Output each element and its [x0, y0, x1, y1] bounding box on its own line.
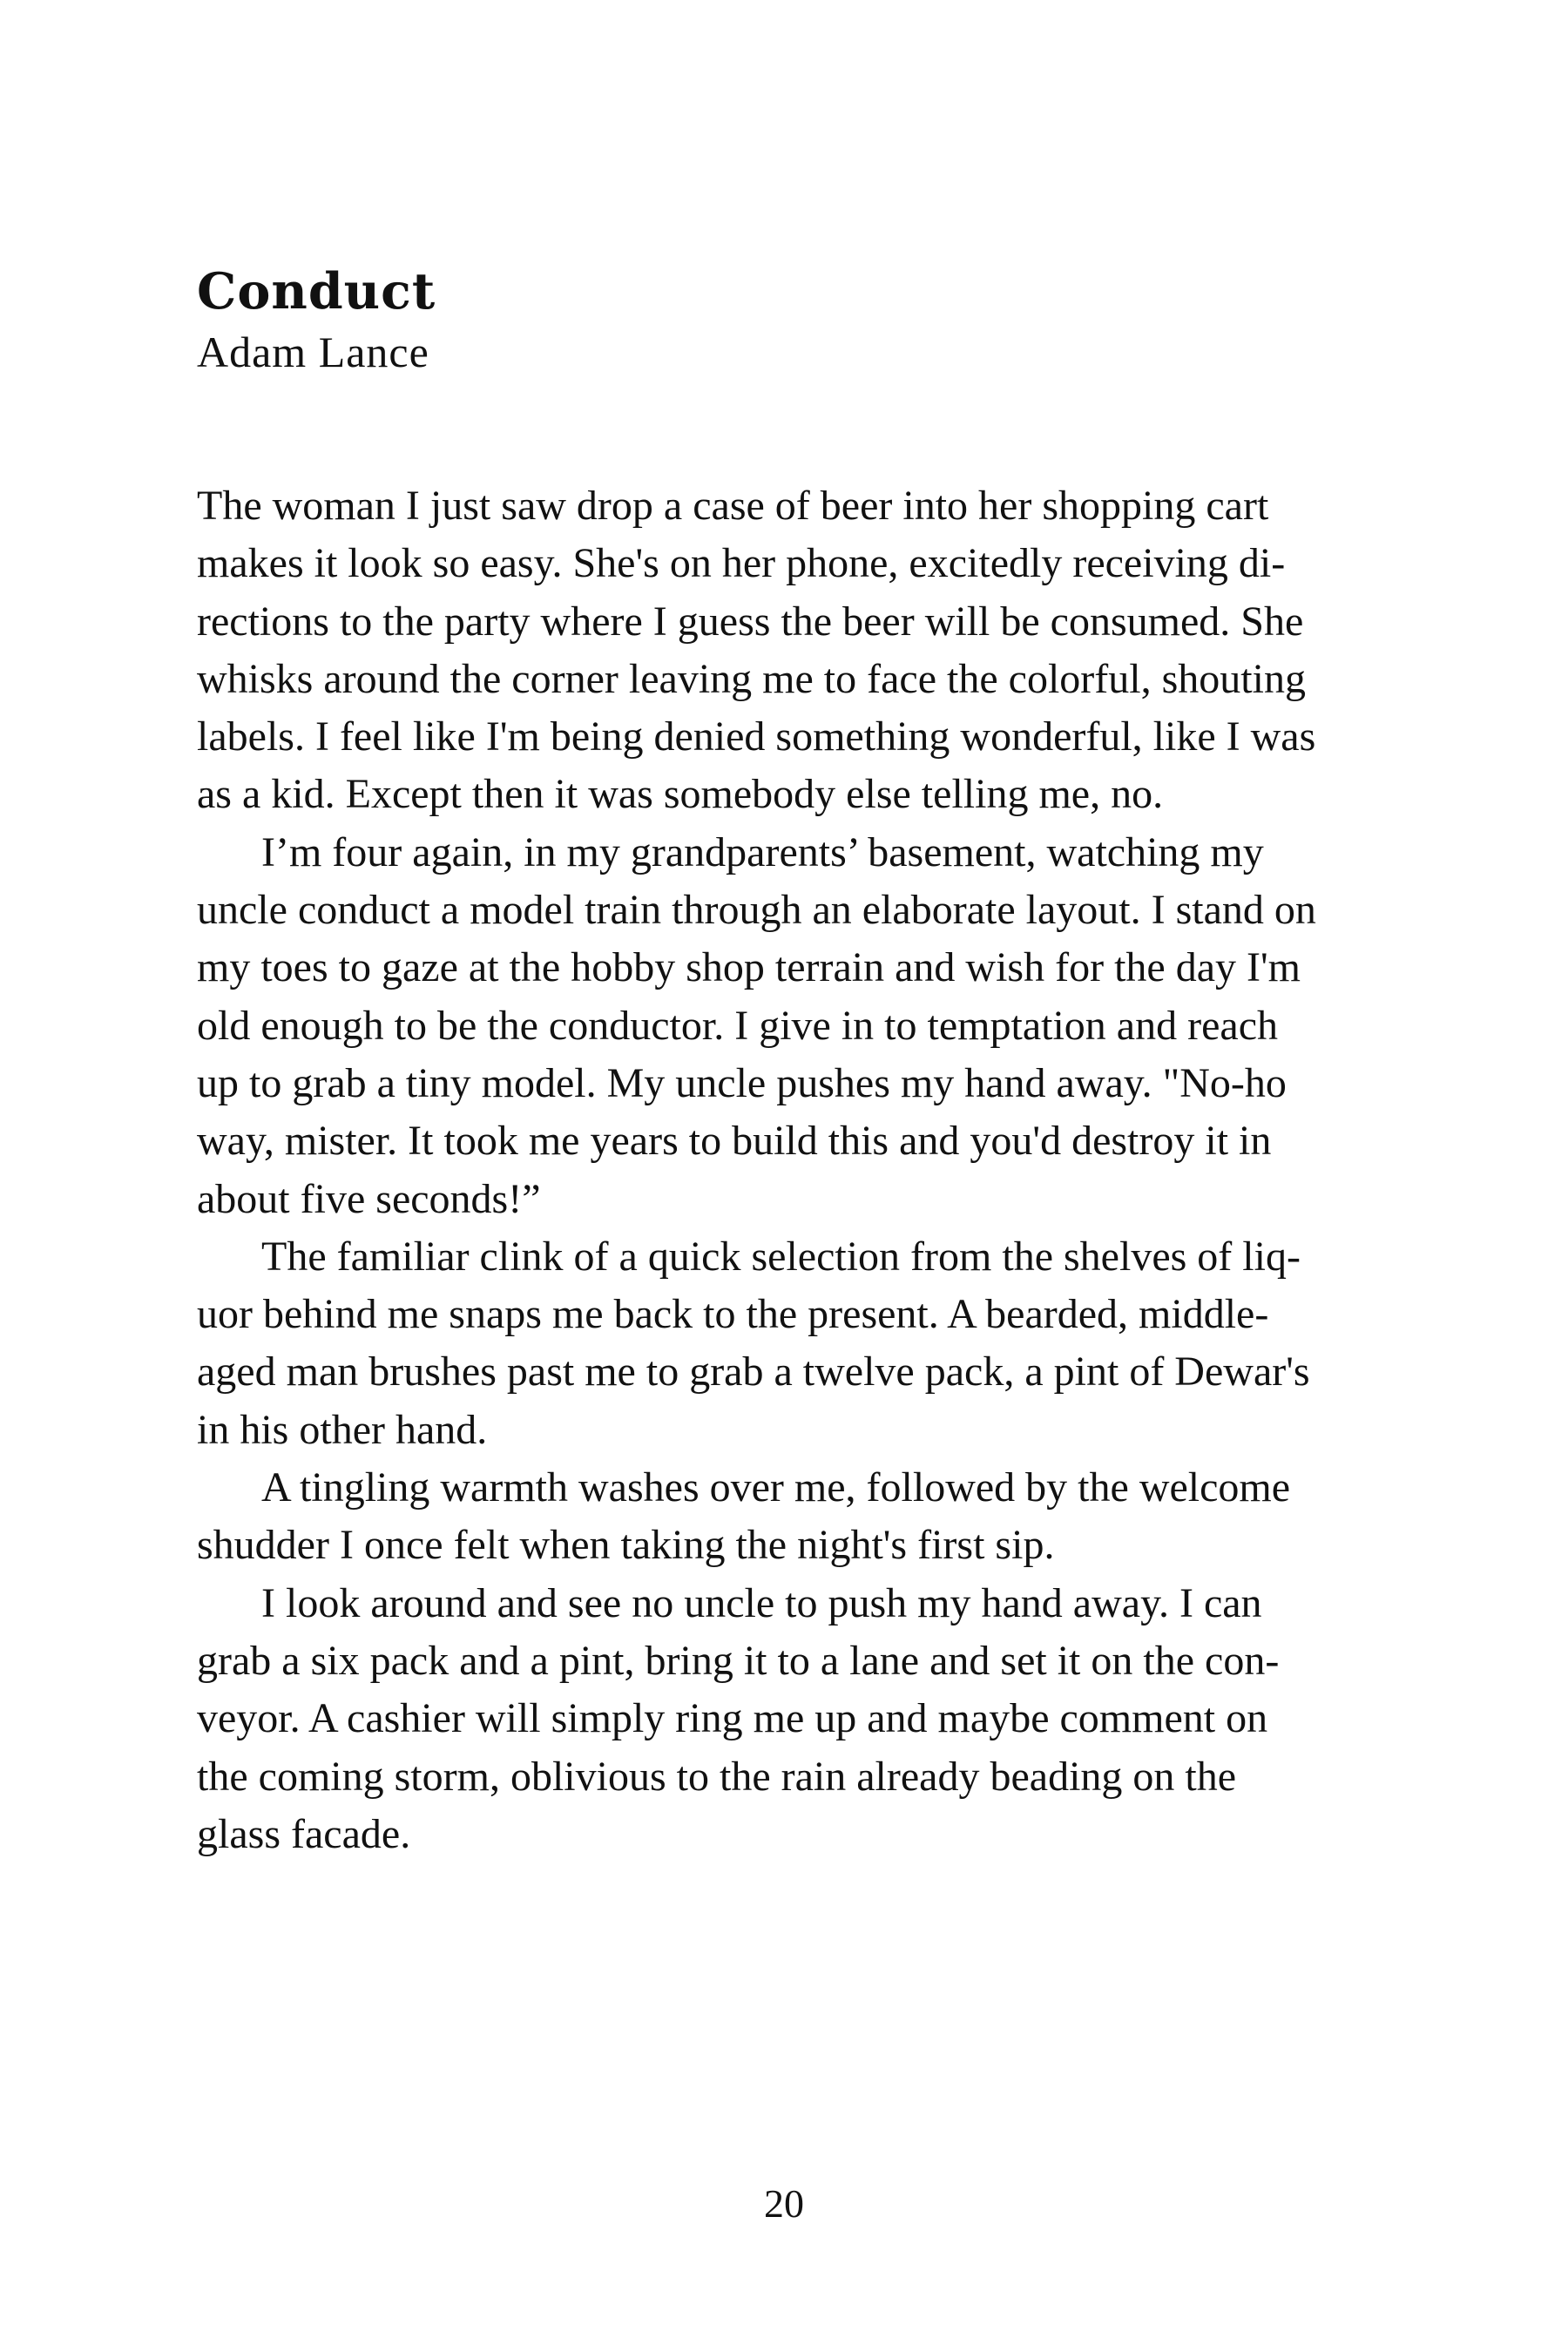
text-line: up to grab a tiny model. My uncle pushes my hand away. "No-ho	[197, 1059, 1287, 1106]
paragraph-start-line: I look around and see no uncle to push my hand away. I can	[261, 1579, 1262, 1626]
text-line: the coming storm, oblivious to the rain already beading on the	[197, 1753, 1237, 1800]
text-line: aged man brushes past me to grab a twelve pack, a pint of Dewar's	[197, 1348, 1310, 1396]
page-number: 20	[764, 2181, 804, 2226]
paragraph-start-line: A tingling warmth washes over me, followed by the welcome	[261, 1464, 1291, 1511]
text-line: in his other hand.	[197, 1406, 488, 1453]
text-line: old enough to be the conductor. I give in to temptation and reach	[197, 1002, 1278, 1049]
text-line: uor behind me snaps me back to the present. A bearded, middle-	[197, 1291, 1269, 1338]
text-line: uncle conduct a model train through an elaborate layout. I stand on	[197, 887, 1316, 934]
text-line: way, mister. It took me years to build this and you'd destroy it in	[197, 1118, 1272, 1165]
text-line: as a kid. Except then it was somebody else telling me, no.	[197, 771, 1164, 818]
text-line: about five seconds!”	[197, 1175, 541, 1222]
text-line: veyor. A cashier will simply ring me up and maybe comment on	[197, 1695, 1268, 1742]
paragraph-start-line: The familiar clink of a quick selection from the shelves of liq-	[261, 1233, 1301, 1280]
story-title: Conduct	[197, 262, 436, 321]
text-line: The woman I just saw drop a case of beer into her shopping cart	[197, 483, 1269, 529]
text-line: glass facade.	[197, 1810, 411, 1857]
paragraph-start-line: I’m four again, in my grandparents’ basement, watching my	[261, 828, 1264, 875]
author-name: Adam Lance	[197, 328, 429, 376]
text-line: makes it look so easy. She's on her phone, excitedly receiving di-	[197, 540, 1286, 587]
text-line: rections to the party where I guess the beer will be consumed. She	[197, 598, 1304, 645]
text-line: whisks around the corner leaving me to face the colorful, shouting	[197, 655, 1306, 702]
text-line: shudder I once felt when taking the night's first sip.	[197, 1522, 1055, 1569]
text-line: labels. I feel like I'm being denied something wonderful, like I was	[197, 713, 1316, 760]
story-body	[197, 477, 1416, 1863]
text-line: grab a six pack and a pint, bring it to a lane and set it on the con-	[197, 1637, 1280, 1684]
text-line: my toes to gaze at the hobby shop terrain and wish for the day I'm	[197, 944, 1301, 991]
